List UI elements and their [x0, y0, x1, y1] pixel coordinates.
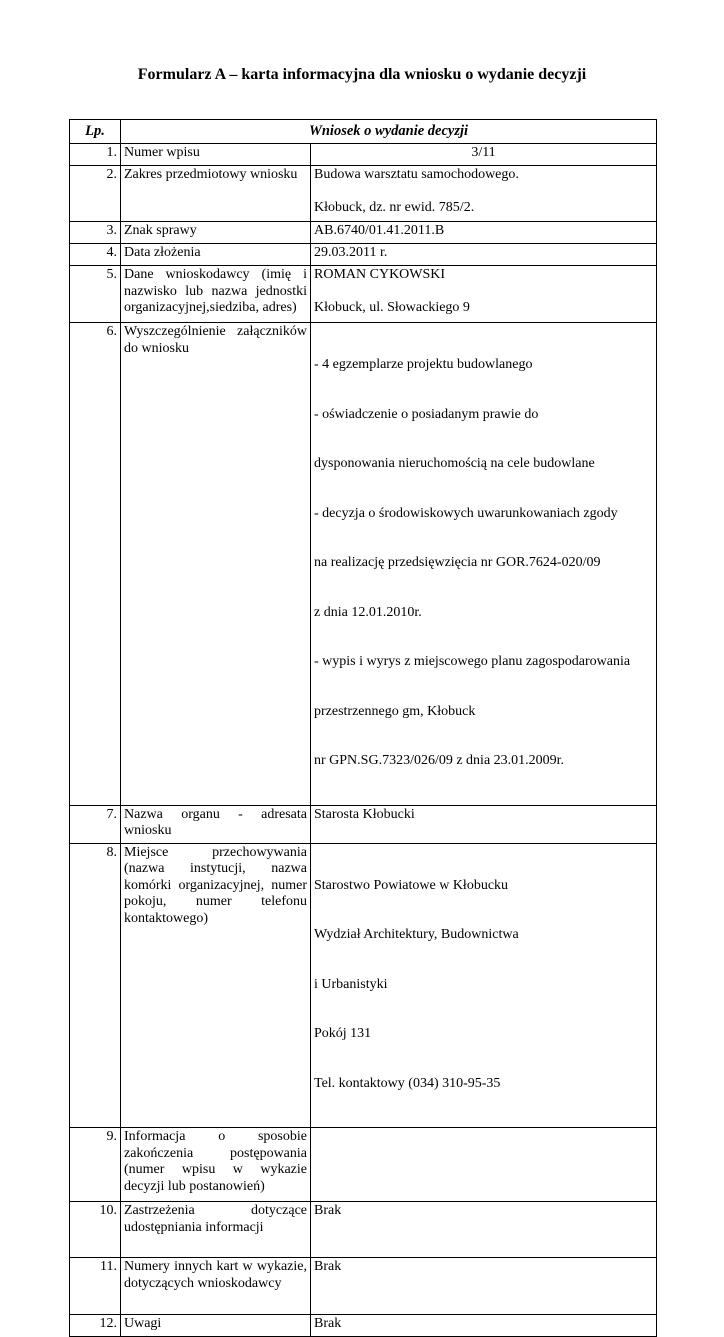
row-value: Brak	[311, 1258, 657, 1315]
value-line: ROMAN CYKOWSKI	[314, 267, 446, 282]
row-label: Miejsce przechowywania (nazwa instytucji, nazwa komórki organizacyjnej, numer pokoju, numer telefonu kontaktowego)	[121, 843, 311, 1128]
table-row	[70, 323, 657, 806]
value-line: Kłobuck, ul. Słowackiego 9	[314, 299, 470, 315]
value-line: Tel. kontaktowy (034) 310-95-35	[314, 1075, 501, 1091]
row-number: 5.	[70, 266, 121, 323]
row-value	[311, 843, 657, 1128]
table-row	[70, 1258, 657, 1315]
row-label: Numery innych kart w wykazie, dotyczących wnioskodawcy	[121, 1258, 311, 1315]
table-row	[70, 266, 657, 323]
page-title: Formularz A – karta informacyjna dla wniosku o wydanie decyzji	[137, 66, 587, 83]
table-row	[70, 1315, 657, 1337]
value-line: Wydział Architektury, Budownictwa	[314, 927, 519, 942]
row-value	[311, 266, 657, 323]
row-number: 7.	[70, 805, 121, 843]
value-line: - decyzja o środowiskowych uwarunkowaniach zgody	[314, 505, 618, 521]
value-line: nr GPN.SG.7323/026/09 z dnia 23.01.2009r.	[314, 753, 565, 768]
value-line: dysponowania nieruchomością na cele budowlane	[314, 456, 595, 471]
value-line: Starostwo Powiatowe w Kłobucku	[314, 877, 509, 893]
row-number: 12.	[70, 1315, 121, 1337]
header-section: Wniosek o wydanie decyzji	[121, 120, 657, 144]
row-number: 1.	[70, 144, 121, 166]
row-number: 6.	[70, 323, 121, 806]
table-row	[70, 1202, 657, 1258]
row-number: 8.	[70, 843, 121, 1128]
row-label: Dane wnioskodawcy (imię i nazwisko lub nazwa jednostki organizacyjnej,siedziba, adres)	[121, 266, 311, 323]
value-line: na realizację przedsięwzięcia nr GOR.7624-020/09	[314, 555, 601, 570]
information-card-table	[69, 119, 657, 1337]
table-row	[70, 1128, 657, 1202]
row-number: 9.	[70, 1128, 121, 1202]
row-number: 11.	[70, 1258, 121, 1315]
row-value: 3/11	[311, 144, 657, 166]
row-label: Data złożenia	[121, 244, 311, 266]
value-line: z dnia 12.01.2010r.	[314, 604, 422, 620]
value-line: Pokój 131	[314, 1026, 372, 1041]
row-label: Nazwa organu - adresata wniosku	[121, 805, 311, 843]
value-line: i Urbanistyki	[314, 976, 388, 992]
row-value	[311, 323, 657, 806]
value-line: - 4 egzemplarze projektu budowlanego	[314, 357, 533, 372]
row-label: Znak sprawy	[121, 222, 311, 244]
row-label: Zastrzeżenia dotyczące udostępniania informacji	[121, 1202, 311, 1258]
table-row	[70, 843, 657, 1128]
table-row	[70, 805, 657, 843]
table-row	[70, 166, 657, 222]
row-value	[311, 1128, 657, 1202]
value-line: Kłobuck, dz. nr ewid. 785/2.	[314, 199, 475, 215]
row-value: Brak	[311, 1202, 657, 1258]
row-label: Numer wpisu	[121, 144, 311, 166]
row-value: AB.6740/01.41.2011.B	[311, 222, 657, 244]
header-lp: Lp.	[70, 120, 121, 144]
row-label: Uwagi	[121, 1315, 311, 1337]
value-line: przestrzennego gm, Kłobuck	[314, 703, 476, 719]
row-number: 10.	[70, 1202, 121, 1258]
value-line: - oświadczenie o posiadanym prawie do	[314, 406, 539, 422]
row-number: 4.	[70, 244, 121, 266]
table-row	[70, 244, 657, 266]
row-value: Brak	[311, 1315, 657, 1337]
table-row	[70, 144, 657, 166]
value-line: Budowa warsztatu samochodowego.	[314, 167, 519, 182]
table-row	[70, 222, 657, 244]
row-label: Informacja o sposobie zakończenia postępowania (numer wpisu w wykazie decyzji lub postanowień)	[121, 1128, 311, 1202]
row-label: Wyszczególnienie załączników do wniosku	[121, 323, 311, 806]
row-number: 3.	[70, 222, 121, 244]
table-header-row	[70, 120, 657, 144]
row-number: 2.	[70, 166, 121, 222]
row-value	[311, 166, 657, 222]
row-label: Zakres przedmiotowy wniosku	[121, 166, 311, 222]
value-line: - wypis i wyrys z miejscowego planu zagospodarowania	[314, 654, 631, 669]
row-value: Starosta Kłobucki	[311, 805, 657, 843]
row-value: 29.03.2011 r.	[311, 244, 657, 266]
